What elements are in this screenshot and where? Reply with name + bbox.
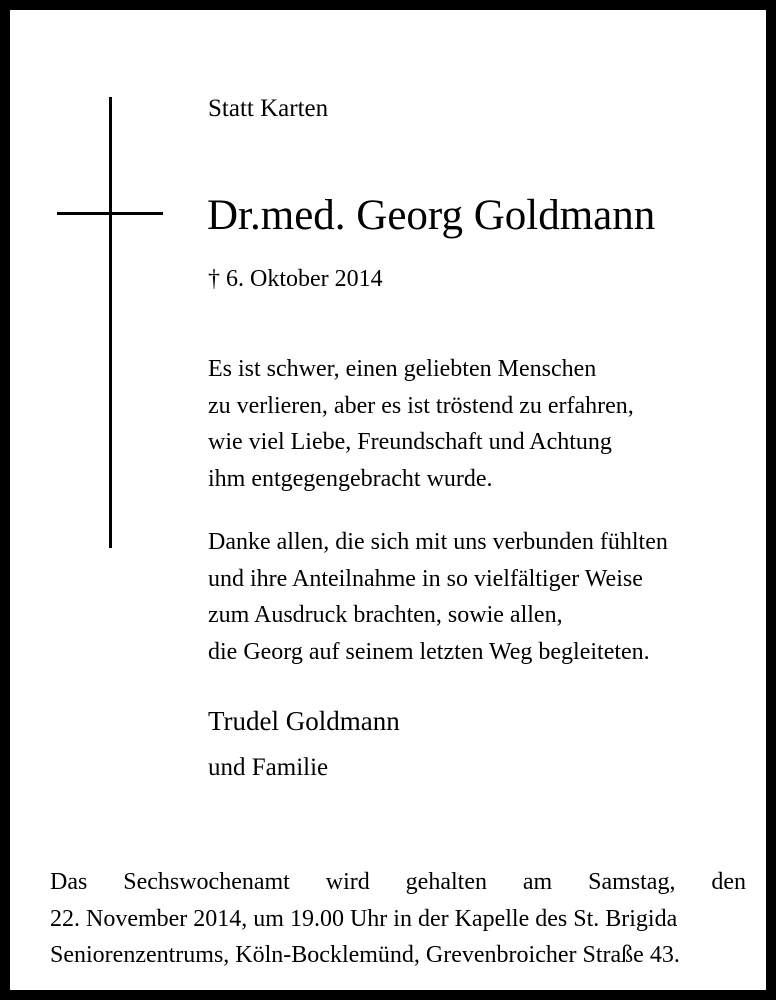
footer-line: Seniorenzentrums, Köln-Bocklemünd, Grevenbroicher Straße 43. bbox=[50, 942, 680, 968]
paragraph-line: wie viel Liebe, Freundschaft und Achtung bbox=[208, 429, 612, 455]
footer-word: wird bbox=[325, 869, 370, 895]
paragraph-line: Es ist schwer, einen geliebten Menschen bbox=[208, 356, 597, 382]
footer-line: 22. November 2014, um 19.00 Uhr in der Kapelle des St. Brigida bbox=[50, 905, 678, 932]
paragraph-line: Danke allen, die sich mit uns verbunden fühlten bbox=[208, 529, 668, 555]
paragraph-line: die Georg auf seinem letzten Weg begleiteten. bbox=[208, 638, 650, 665]
paragraph-line: zu verlieren, aber es ist tröstend zu erfahren, bbox=[208, 392, 634, 419]
footer-word: Das bbox=[50, 869, 88, 895]
death-date: † 6. Oktober 2014 bbox=[208, 266, 383, 292]
statt-karten-label: Statt Karten bbox=[208, 95, 329, 122]
footer-word: Samstag, bbox=[588, 869, 676, 895]
footer-word: gehalten bbox=[405, 869, 487, 895]
footer-word: Sechswochenamt bbox=[123, 869, 290, 895]
signer-name: Trudel Goldmann bbox=[208, 706, 400, 736]
memorial-service-notice bbox=[50, 864, 746, 974]
footer-line-justified bbox=[50, 864, 746, 901]
cross-icon-horizontal-bar bbox=[57, 212, 163, 215]
condolence-paragraph bbox=[208, 351, 634, 497]
paragraph-line: und ihre Anteilnahme in so vielfältiger Weise bbox=[208, 565, 643, 592]
footer-word: am bbox=[522, 869, 553, 895]
paragraph-line: ihm entgegengebracht wurde. bbox=[208, 465, 493, 492]
paragraph-line: zum Ausdruck brachten, sowie allen, bbox=[208, 602, 563, 628]
signer-family: und Familie bbox=[208, 754, 329, 781]
deceased-name: Dr.med. Georg Goldmann bbox=[207, 192, 656, 239]
thanks-paragraph bbox=[208, 524, 668, 670]
cross-icon-vertical-bar bbox=[109, 97, 112, 548]
footer-word: den bbox=[711, 869, 746, 895]
